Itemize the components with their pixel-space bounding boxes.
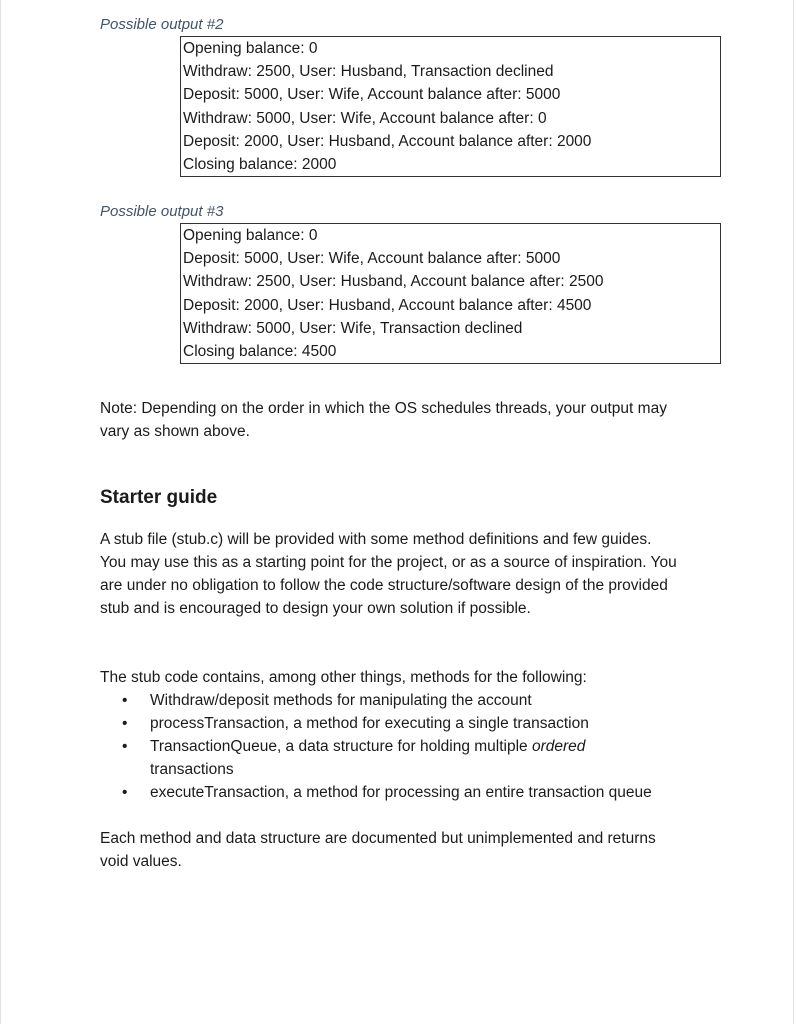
- list-item-execute-transaction: [100, 781, 700, 804]
- closing-paragraph: Each method and data structure are documented but unimplemented and returns void values.: [100, 830, 656, 870]
- bullet-icon: •: [122, 784, 128, 801]
- stub-list-intro: The stub code contains, among other things, methods for the following:: [100, 669, 587, 686]
- list-item-emphasis: ordered: [531, 738, 586, 755]
- bullet-icon: •: [122, 738, 128, 755]
- stub-methods-list: [100, 689, 700, 804]
- output-2-line-opening: Opening balance: 0: [183, 40, 318, 57]
- list-item-text: Withdraw/deposit methods for manipulating the account: [150, 692, 532, 709]
- list-item-text: TransactionQueue, a data structure for holding multiple: [150, 738, 532, 755]
- caption-output-2: Possible output #2: [100, 16, 224, 33]
- output-box-3: [180, 223, 721, 364]
- bullet-icon: •: [122, 692, 128, 709]
- output-3-line-deposit-2: Deposit: 2000, User: Husband, Account balance after: 4500: [183, 296, 592, 314]
- bullet-icon: •: [122, 715, 128, 732]
- output-box-2: [180, 36, 721, 177]
- caption-output-3: Possible output #3: [100, 203, 224, 220]
- list-item-text: processTransaction, a method for executing a single transaction: [150, 715, 589, 732]
- note-paragraph: Note: Depending on the order in which the OS schedules threads, your output may vary as shown above.: [100, 400, 667, 440]
- output-3-line-withdraw-2: Withdraw: 5000, User: Wife, Transaction declined: [183, 319, 523, 337]
- output-2-line-closing: Closing balance: 2000: [183, 155, 337, 173]
- output-2-line-withdraw-1: Withdraw: 2500, User: Husband, Transaction declined: [183, 63, 554, 81]
- list-item-withdraw-deposit: [100, 689, 700, 712]
- output-2-line-deposit-2: Deposit: 2000, User: Husband, Account balance after: 2000: [183, 132, 592, 150]
- output-3-line-opening: Opening balance: 0: [183, 227, 318, 244]
- output-2-line-withdraw-2: Withdraw: 5000, User: Wife, Account balance after: 0: [183, 109, 547, 127]
- output-2-line-deposit-1: Deposit: 5000, User: Wife, Account balance after: 5000: [183, 86, 561, 104]
- output-3-line-closing: Closing balance: 4500: [183, 342, 337, 360]
- list-item-text: executeTransaction, a method for processing an entire transaction queue: [150, 784, 652, 801]
- starter-guide-intro: A stub file (stub.c) will be provided with some method definitions and few guides. You may use this as a starting point for the project, or as a source of inspiration. You are under no obligation to follow the code structure/software design of the provided stub and is encouraged to design your own solution if possible.: [100, 531, 677, 617]
- output-3-line-deposit-1: Deposit: 5000, User: Wife, Account balance after: 5000: [183, 250, 561, 268]
- list-item-transaction-queue: [100, 735, 620, 781]
- section-heading-starter-guide: Starter guide: [100, 487, 218, 508]
- list-item-text-continued: transactions: [150, 761, 234, 778]
- output-3-line-withdraw-1: Withdraw: 2500, User: Husband, Account balance after: 2500: [183, 273, 604, 291]
- list-item-process-transaction: [100, 712, 700, 735]
